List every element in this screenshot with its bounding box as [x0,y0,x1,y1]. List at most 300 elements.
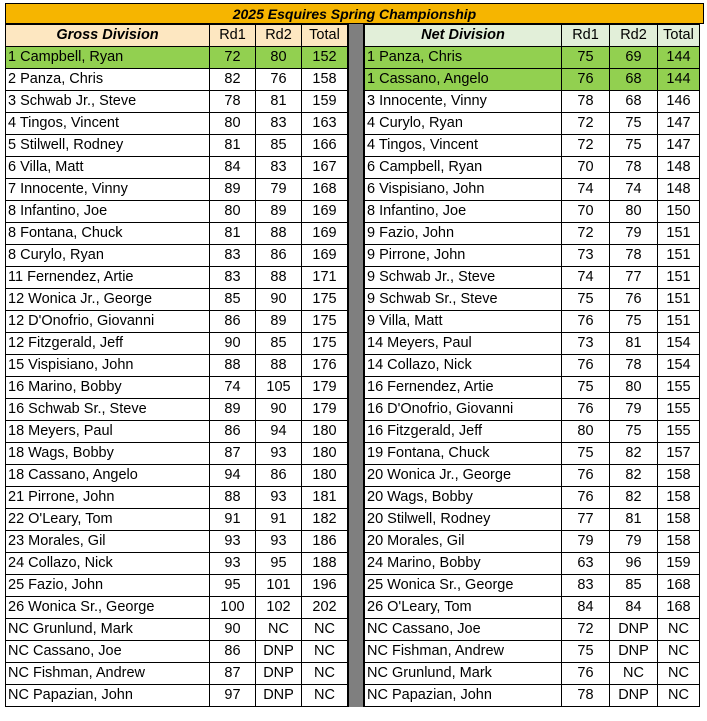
total-cell: 151 [658,311,700,333]
total-cell: NC [302,641,348,663]
player-cell: 4 Tingos, Vincent [6,113,210,135]
player-cell: 20 Stilwell, Rodney [365,509,562,531]
total-cell: 166 [302,135,348,157]
rd1-cell: 78 [210,91,256,113]
player-cell: 18 Wags, Bobby [6,443,210,465]
rd1-cell: 85 [210,289,256,311]
table-row [6,663,348,685]
total-cell: NC [658,619,700,641]
gross-rows [6,47,348,707]
rd1-cell: 81 [210,135,256,157]
table-row [365,619,700,641]
player-cell: 6 Campbell, Ryan [365,157,562,179]
player-cell: 14 Collazo, Nick [365,355,562,377]
table-row [6,157,348,179]
rd1-cell: 87 [210,663,256,685]
table-row [6,135,348,157]
rd1-cell: 88 [210,355,256,377]
rd1-cell: 75 [562,289,610,311]
player-cell: NC Cassano, Joe [6,641,210,663]
rd1-cell: 95 [210,575,256,597]
rd1-cell: 74 [562,179,610,201]
rd1-cell: 83 [210,267,256,289]
gross-rd1-header: Rd1 [210,25,256,47]
player-cell: 25 Fazio, John [6,575,210,597]
rd2-cell: 105 [256,377,302,399]
net-total-header: Total [658,25,700,47]
gross-rd2-header: Rd2 [256,25,302,47]
player-cell: 16 Fitzgerald, Jeff [365,421,562,443]
net-division-table [364,24,700,707]
total-cell: 146 [658,91,700,113]
rd1-cell: 72 [562,619,610,641]
rd1-cell: 70 [562,201,610,223]
table-row [365,201,700,223]
table-row [365,289,700,311]
rd1-cell: 86 [210,641,256,663]
player-cell: 4 Curylo, Ryan [365,113,562,135]
table-row [365,487,700,509]
table-row [6,113,348,135]
rd1-cell: 77 [562,509,610,531]
rd1-cell: 89 [210,179,256,201]
rd2-cell: 80 [256,47,302,69]
player-cell: 20 Wonica Jr., George [365,465,562,487]
table-row [6,575,348,597]
rd1-cell: 84 [210,157,256,179]
total-cell: 182 [302,509,348,531]
table-row [6,553,348,575]
total-cell: 154 [658,333,700,355]
rd2-cell: DNP [610,641,658,663]
table-row [6,267,348,289]
table-row [365,421,700,443]
table-row [6,179,348,201]
player-cell: 21 Pirrone, John [6,487,210,509]
player-cell: NC Grunlund, Mark [6,619,210,641]
total-cell: 179 [302,399,348,421]
rd1-cell: 94 [210,465,256,487]
rd1-cell: 80 [210,113,256,135]
rd1-cell: 83 [562,575,610,597]
table-row [6,377,348,399]
page-title: 2025 Esquires Spring Championship [5,3,704,24]
player-cell: 3 Innocente, Vinny [365,91,562,113]
rd2-cell: 95 [256,553,302,575]
table-row [6,311,348,333]
table-row [365,179,700,201]
rd2-cell: 74 [610,179,658,201]
total-cell: 154 [658,355,700,377]
rd2-cell: 82 [610,465,658,487]
table-row [365,267,700,289]
rd2-cell: 86 [256,465,302,487]
total-cell: 158 [658,487,700,509]
rd2-cell: 84 [610,597,658,619]
table-row [6,333,348,355]
rd1-cell: 63 [562,553,610,575]
table-row [6,91,348,113]
total-cell: NC [658,685,700,707]
table-row [6,597,348,619]
rd2-cell: 81 [610,333,658,355]
net-rd1-header: Rd1 [562,25,610,47]
table-row [365,377,700,399]
player-cell: 22 O'Leary, Tom [6,509,210,531]
rd2-cell: DNP [610,619,658,641]
player-cell: 14 Meyers, Paul [365,333,562,355]
rd1-cell: 89 [210,399,256,421]
table-row [6,223,348,245]
rd2-cell: 78 [610,157,658,179]
player-cell: 24 Collazo, Nick [6,553,210,575]
rd2-cell: 88 [256,223,302,245]
player-cell: 15 Vispisiano, John [6,355,210,377]
player-cell: NC Fishman, Andrew [365,641,562,663]
rd2-cell: NC [256,619,302,641]
player-cell: 16 Marino, Bobby [6,377,210,399]
rd2-cell: 91 [256,509,302,531]
rd2-cell: 93 [256,531,302,553]
player-cell: 8 Infantino, Joe [365,201,562,223]
table-row [6,465,348,487]
table-row [6,355,348,377]
net-division-header: Net Division [365,25,562,47]
table-row [365,333,700,355]
rd2-cell: 79 [610,223,658,245]
player-cell: 2 Panza, Chris [6,69,210,91]
rd1-cell: 75 [562,641,610,663]
total-cell: NC [302,619,348,641]
rd1-cell: 74 [210,377,256,399]
rd1-cell: 90 [210,333,256,355]
total-cell: 159 [302,91,348,113]
rd1-cell: 90 [210,619,256,641]
table-row [365,245,700,267]
rd2-cell: 83 [256,157,302,179]
rd2-cell: 93 [256,443,302,465]
total-cell: 159 [658,553,700,575]
table-row [365,553,700,575]
total-cell: 169 [302,245,348,267]
player-cell: 9 Villa, Matt [365,311,562,333]
total-cell: 155 [658,377,700,399]
total-cell: 167 [302,157,348,179]
rd2-cell: 68 [610,91,658,113]
division-tables [5,24,704,707]
rd2-cell: 90 [256,399,302,421]
table-row [6,421,348,443]
player-cell: 12 Fitzgerald, Jeff [6,333,210,355]
rd1-cell: 76 [562,69,610,91]
total-cell: 169 [302,201,348,223]
total-cell: 180 [302,465,348,487]
total-cell: NC [658,663,700,685]
player-cell: 1 Campbell, Ryan [6,47,210,69]
rd2-cell: 75 [610,113,658,135]
gross-header-row [6,25,348,47]
rd1-cell: 80 [210,201,256,223]
player-cell: NC Fishman, Andrew [6,663,210,685]
table-row [365,465,700,487]
rd2-cell: DNP [256,663,302,685]
player-cell: 20 Morales, Gil [365,531,562,553]
player-cell: 7 Innocente, Vinny [6,179,210,201]
player-cell: NC Cassano, Joe [365,619,562,641]
table-row [6,47,348,69]
total-cell: 176 [302,355,348,377]
rd1-cell: 75 [562,443,610,465]
rd1-cell: 91 [210,509,256,531]
rd1-cell: 97 [210,685,256,707]
rd2-cell: 82 [610,487,658,509]
total-cell: 175 [302,333,348,355]
total-cell: 144 [658,47,700,69]
player-cell: NC Papazian, John [365,685,562,707]
rd2-cell: 79 [610,399,658,421]
total-cell: 188 [302,553,348,575]
table-row [365,113,700,135]
rd2-cell: 94 [256,421,302,443]
rd1-cell: 73 [562,245,610,267]
player-cell: 1 Panza, Chris [365,47,562,69]
net-rows [365,47,700,707]
player-cell: 23 Morales, Gil [6,531,210,553]
gross-total-header: Total [302,25,348,47]
player-cell: 16 Schwab Sr., Steve [6,399,210,421]
total-cell: 147 [658,135,700,157]
rd2-cell: NC [610,663,658,685]
total-cell: 186 [302,531,348,553]
player-cell: 16 Fernendez, Artie [365,377,562,399]
player-cell: 8 Curylo, Ryan [6,245,210,267]
rd1-cell: 76 [562,311,610,333]
rd2-cell: 69 [610,47,658,69]
player-cell: 24 Marino, Bobby [365,553,562,575]
rd2-cell: 78 [610,355,658,377]
table-row [365,663,700,685]
player-cell: 26 O'Leary, Tom [365,597,562,619]
total-cell: 148 [658,179,700,201]
rd2-cell: 79 [256,179,302,201]
rd2-cell: 78 [610,245,658,267]
player-cell: NC Papazian, John [6,685,210,707]
rd2-cell: 81 [610,509,658,531]
rd2-cell: 101 [256,575,302,597]
rd2-cell: 75 [610,311,658,333]
rd2-cell: 80 [610,377,658,399]
rd1-cell: 88 [210,487,256,509]
rd2-cell: 75 [610,135,658,157]
player-cell: 6 Vispisiano, John [365,179,562,201]
total-cell: 144 [658,69,700,91]
table-row [365,47,700,69]
rd1-cell: 76 [562,487,610,509]
player-cell: 1 Cassano, Angelo [365,69,562,91]
table-row [6,487,348,509]
rd1-cell: 72 [562,113,610,135]
table-row [365,157,700,179]
total-cell: NC [302,663,348,685]
player-cell: 5 Stilwell, Rodney [6,135,210,157]
rd1-cell: 73 [562,333,610,355]
total-cell: 169 [302,223,348,245]
table-row [365,399,700,421]
table-row [6,201,348,223]
player-cell: 8 Infantino, Joe [6,201,210,223]
rd2-cell: 68 [610,69,658,91]
rd1-cell: 79 [562,531,610,553]
total-cell: 196 [302,575,348,597]
table-row [365,509,700,531]
player-cell: 12 D'Onofrio, Giovanni [6,311,210,333]
player-cell: 26 Wonica Sr., George [6,597,210,619]
total-cell: 151 [658,245,700,267]
rd1-cell: 75 [562,47,610,69]
rd1-cell: 87 [210,443,256,465]
total-cell: 151 [658,289,700,311]
rd1-cell: 83 [210,245,256,267]
rd2-cell: 88 [256,355,302,377]
total-cell: 158 [658,509,700,531]
rd2-cell: 82 [610,443,658,465]
rd2-cell: 80 [610,201,658,223]
rd2-cell: DNP [610,685,658,707]
rd2-cell: 89 [256,311,302,333]
table-row [365,685,700,707]
net-rd2-header: Rd2 [610,25,658,47]
total-cell: 158 [302,69,348,91]
gross-division-table [5,24,348,707]
rd2-cell: 79 [610,531,658,553]
table-row [6,69,348,91]
rd2-cell: 102 [256,597,302,619]
rd2-cell: 93 [256,487,302,509]
total-cell: 148 [658,157,700,179]
division-separator [348,24,364,707]
rd1-cell: 100 [210,597,256,619]
player-cell: NC Grunlund, Mark [365,663,562,685]
rd1-cell: 74 [562,267,610,289]
table-row [6,531,348,553]
player-cell: 3 Schwab Jr., Steve [6,91,210,113]
table-row [6,399,348,421]
rd2-cell: 81 [256,91,302,113]
rd1-cell: 78 [562,685,610,707]
table-row [365,223,700,245]
total-cell: 175 [302,289,348,311]
table-row [365,531,700,553]
total-cell: 168 [302,179,348,201]
table-row [6,245,348,267]
rd2-cell: 85 [256,333,302,355]
player-cell: 9 Pirrone, John [365,245,562,267]
rd1-cell: 72 [210,47,256,69]
rd1-cell: 93 [210,531,256,553]
player-cell: 11 Fernendez, Artie [6,267,210,289]
table-row [6,685,348,707]
player-cell: 19 Fontana, Chuck [365,443,562,465]
total-cell: 181 [302,487,348,509]
rd1-cell: 75 [562,377,610,399]
net-header-row [365,25,700,47]
player-cell: 6 Villa, Matt [6,157,210,179]
table-row [6,509,348,531]
total-cell: 151 [658,223,700,245]
total-cell: 163 [302,113,348,135]
rd2-cell: 85 [256,135,302,157]
rd1-cell: 81 [210,223,256,245]
table-row [365,355,700,377]
rd1-cell: 78 [562,91,610,113]
rd1-cell: 76 [562,399,610,421]
total-cell: 151 [658,267,700,289]
rd2-cell: 76 [256,69,302,91]
rd2-cell: 75 [610,421,658,443]
total-cell: 155 [658,399,700,421]
rd1-cell: 93 [210,553,256,575]
player-cell: 18 Cassano, Angelo [6,465,210,487]
rd2-cell: 77 [610,267,658,289]
rd1-cell: 70 [562,157,610,179]
total-cell: 150 [658,201,700,223]
rd1-cell: 72 [562,135,610,157]
total-cell: NC [658,641,700,663]
player-cell: 12 Wonica Jr., George [6,289,210,311]
table-row [365,311,700,333]
total-cell: 152 [302,47,348,69]
player-cell: 8 Fontana, Chuck [6,223,210,245]
rd2-cell: 86 [256,245,302,267]
total-cell: 155 [658,421,700,443]
total-cell: NC [302,685,348,707]
rd2-cell: DNP [256,641,302,663]
table-row [365,443,700,465]
total-cell: 179 [302,377,348,399]
total-cell: 175 [302,311,348,333]
total-cell: 157 [658,443,700,465]
total-cell: 158 [658,531,700,553]
table-row [365,597,700,619]
rd2-cell: 76 [610,289,658,311]
total-cell: 158 [658,465,700,487]
total-cell: 180 [302,421,348,443]
player-cell: 25 Wonica Sr., George [365,575,562,597]
table-row [365,91,700,113]
rd1-cell: 86 [210,421,256,443]
table-row [365,69,700,91]
rd2-cell: 96 [610,553,658,575]
standings-sheet [5,3,704,707]
player-cell: 9 Schwab Jr., Steve [365,267,562,289]
rd1-cell: 84 [562,597,610,619]
rd1-cell: 76 [562,663,610,685]
rd2-cell: 85 [610,575,658,597]
total-cell: 168 [658,575,700,597]
rd2-cell: DNP [256,685,302,707]
player-cell: 16 D'Onofrio, Giovanni [365,399,562,421]
table-row [6,641,348,663]
player-cell: 4 Tingos, Vincent [365,135,562,157]
player-cell: 20 Wags, Bobby [365,487,562,509]
rd2-cell: 89 [256,201,302,223]
player-cell: 9 Schwab Sr., Steve [365,289,562,311]
total-cell: 180 [302,443,348,465]
table-row [365,135,700,157]
rd1-cell: 76 [562,355,610,377]
total-cell: 168 [658,597,700,619]
table-row [365,641,700,663]
